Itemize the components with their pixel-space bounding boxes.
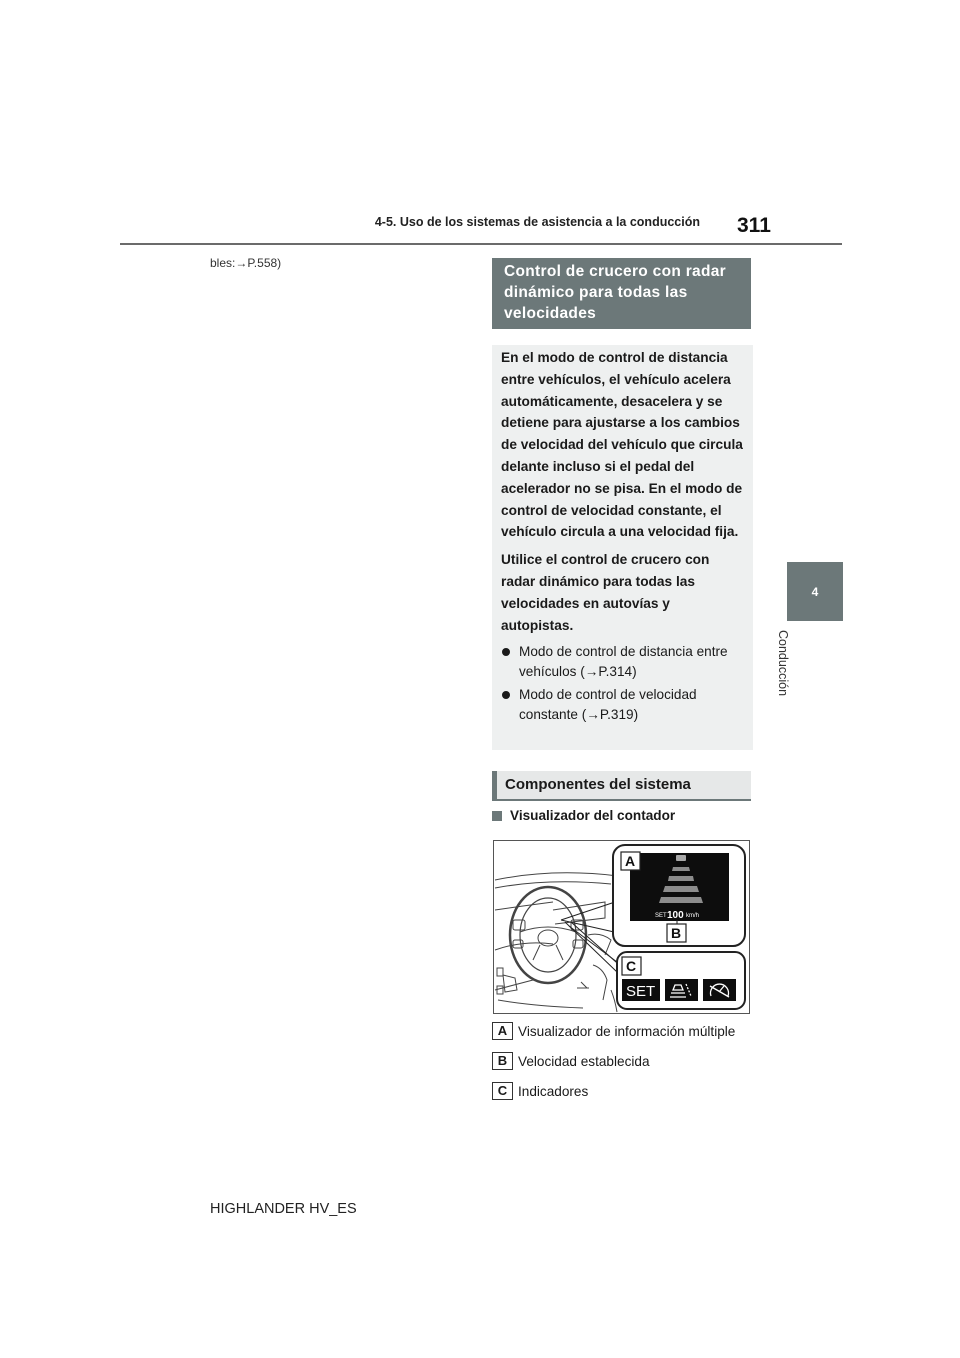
mode-item-text: Modo de control de velocidad constante (→P.319) xyxy=(519,687,697,722)
intro-paragraph-2: Utilice el control de crucero con radar dinámico para todas las velocidades en autovías y autopistas. xyxy=(501,552,710,633)
legend-text-a: Visualizador de información múltiple xyxy=(518,1023,736,1039)
legend-item-b xyxy=(492,1050,650,1072)
cruise-indicator xyxy=(703,979,736,1001)
continued-text: bles:→P.558) xyxy=(210,256,282,270)
square-bullet-icon xyxy=(492,811,502,821)
intro-box xyxy=(492,345,753,750)
legend-label-a: A xyxy=(492,1022,513,1040)
legend-text-c: Indicadores xyxy=(518,1083,589,1099)
bullet-icon xyxy=(502,648,510,656)
legend-label-b: B xyxy=(492,1052,513,1070)
display-set-label: SET xyxy=(655,913,667,919)
intro-paragraph-1: En el modo de control de distancia entre vehículos, el vehículo acelera automáticamente, desacelera y se detiene para ajustarse a los cambios de velocidad del vehículo que circula delante incluso si el pedal del acelerador no se pisa. En el modo de control de velocidad constante, el vehículo circula a una velocidad fija. xyxy=(501,350,743,540)
legend-text-b: Velocidad establecida xyxy=(518,1053,650,1069)
legend-item-c xyxy=(492,1080,588,1102)
chapter-label: Conducción xyxy=(776,630,790,697)
mode-item-text: Modo de control de distancia entre vehículos (→P.314) xyxy=(519,644,728,679)
mode-item-distance[interactable] xyxy=(501,642,744,681)
callout-a: A xyxy=(625,853,636,869)
legend-label-c: C xyxy=(492,1082,513,1100)
chapter-tab[interactable] xyxy=(787,562,843,621)
chapter-label-container xyxy=(776,630,810,710)
section-title: Control de crucero con radar dinámico para todas las velocidades xyxy=(492,258,751,329)
legend-item-a xyxy=(492,1020,735,1042)
meter-subheading-text: Visualizador del contador xyxy=(510,808,676,823)
section-header: 4-5. Uso de los sistemas de asistencia a la conducción xyxy=(374,215,700,229)
components-title: Componentes del sistema xyxy=(492,771,751,801)
mode-item-constant[interactable] xyxy=(501,685,744,724)
callout-c: C xyxy=(626,958,637,974)
page-number: 311 xyxy=(737,214,771,237)
bullet-icon xyxy=(502,691,510,699)
chapter-number: 4 xyxy=(811,584,819,599)
meter-display-illustration xyxy=(493,840,750,1014)
footer-model: HIGHLANDER HV_ES xyxy=(210,1201,357,1217)
header-rule xyxy=(120,243,842,245)
mode-list xyxy=(501,642,744,724)
set-speed-unit: km/h xyxy=(686,913,700,919)
meter-subheading xyxy=(492,808,675,823)
set-speed-value: 100 xyxy=(667,910,684,921)
set-indicator: SET xyxy=(626,983,656,1000)
callout-b: B xyxy=(671,925,682,941)
